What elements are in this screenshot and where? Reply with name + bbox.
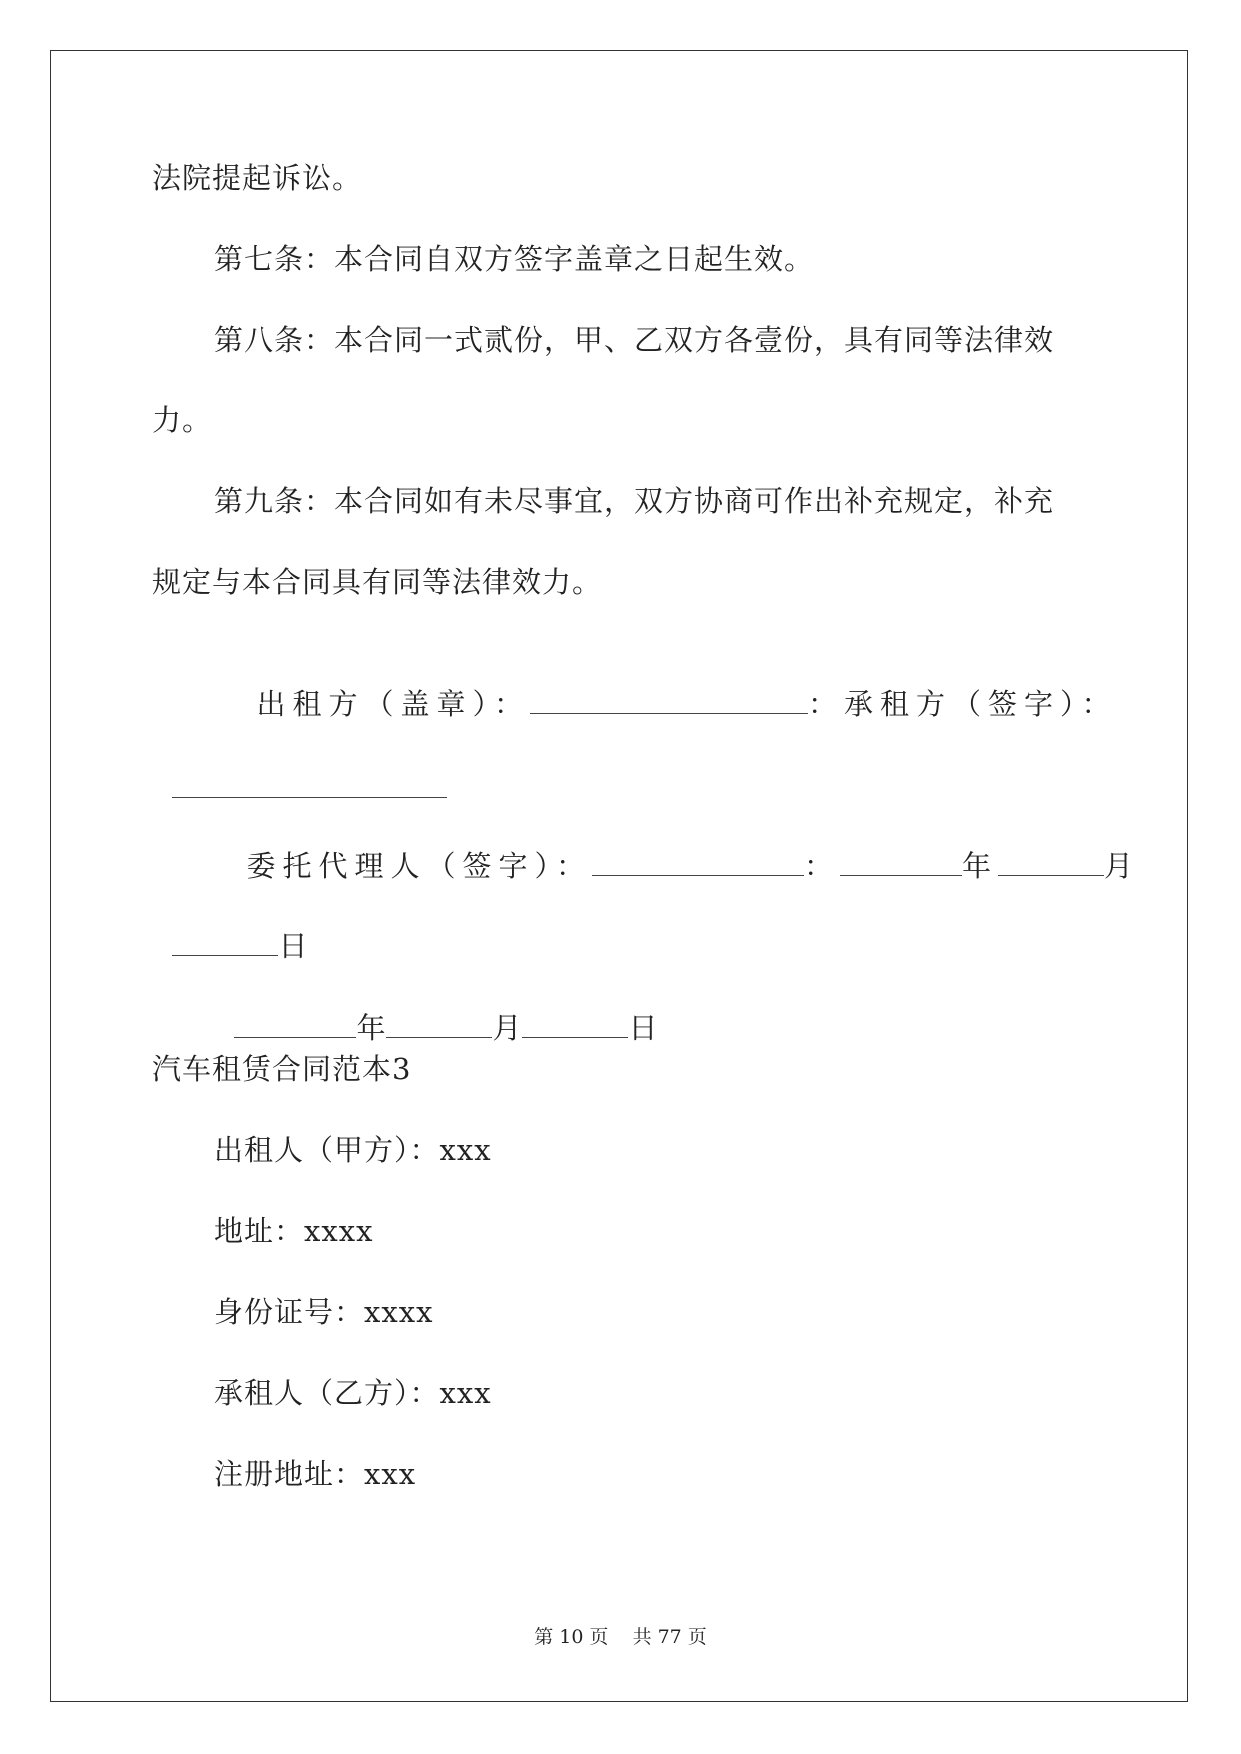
lessor-id-number: 身份证号：xxxx [214, 1295, 434, 1329]
date-line [214, 968, 658, 1048]
article-7: 第七条：本合同自双方签字盖章之日起生效。 [214, 242, 815, 276]
article-8-line1: 第八条：本合同一式贰份，甲、乙双方各壹份，具有同等法律效 [214, 323, 1055, 357]
agent-sign-blank[interactable] [592, 847, 804, 876]
lessor-seal-blank[interactable] [530, 685, 808, 714]
day-label: 日 [278, 929, 309, 963]
page-prefix: 第 [534, 1626, 554, 1648]
lessee-sign-label: 承租方（签字）： [843, 687, 1118, 721]
month-blank[interactable] [386, 1009, 492, 1038]
signature-line-parties [224, 644, 1117, 724]
agent-sign-label: 委托代理人（签字）： [246, 849, 592, 883]
year-blank[interactable] [840, 847, 962, 876]
day-label: 日 [628, 1011, 659, 1045]
page-footer [0, 1622, 1241, 1649]
article-8-line2: 力。 [152, 403, 213, 437]
paragraph-line: 法院提起诉讼。 [152, 161, 363, 195]
month-blank[interactable] [998, 847, 1104, 876]
year-label: 年 [961, 849, 998, 883]
lessor-address: 地址：xxxx [214, 1214, 374, 1248]
total-prefix: 共 [632, 1626, 652, 1648]
year-label: 年 [356, 1011, 387, 1045]
lessee-sign-row [152, 728, 447, 808]
section-title: 汽车租赁合同范本3 [152, 1052, 412, 1086]
lessor-seal-label: 出租方（盖章）： [256, 687, 530, 721]
day-blank[interactable] [172, 927, 278, 956]
agent-date-day [152, 886, 308, 966]
lessee-sign-blank[interactable] [172, 769, 447, 798]
registered-address: 注册地址：xxx [214, 1457, 417, 1491]
agent-signature-line [214, 806, 1140, 886]
separator: ： [807, 687, 844, 721]
day-blank[interactable] [522, 1009, 628, 1038]
page-number: 10 [559, 1626, 584, 1648]
separator: ： [803, 849, 840, 883]
article-9-line1: 第九条：本合同如有未尽事宜，双方协商可作出补充规定，补充 [214, 484, 1055, 518]
month-label: 月 [1103, 849, 1140, 883]
total-suffix: 页 [687, 1626, 707, 1648]
lessee-party: 承租人（乙方）：xxx [214, 1376, 492, 1410]
article-9-line2: 规定与本合同具有同等法律效力。 [152, 565, 603, 599]
year-blank[interactable] [234, 1009, 356, 1038]
page-suffix: 页 [589, 1626, 609, 1648]
total-pages: 77 [657, 1626, 682, 1648]
month-label: 月 [492, 1011, 523, 1045]
lessor-party: 出租人（甲方）：xxx [214, 1133, 492, 1167]
